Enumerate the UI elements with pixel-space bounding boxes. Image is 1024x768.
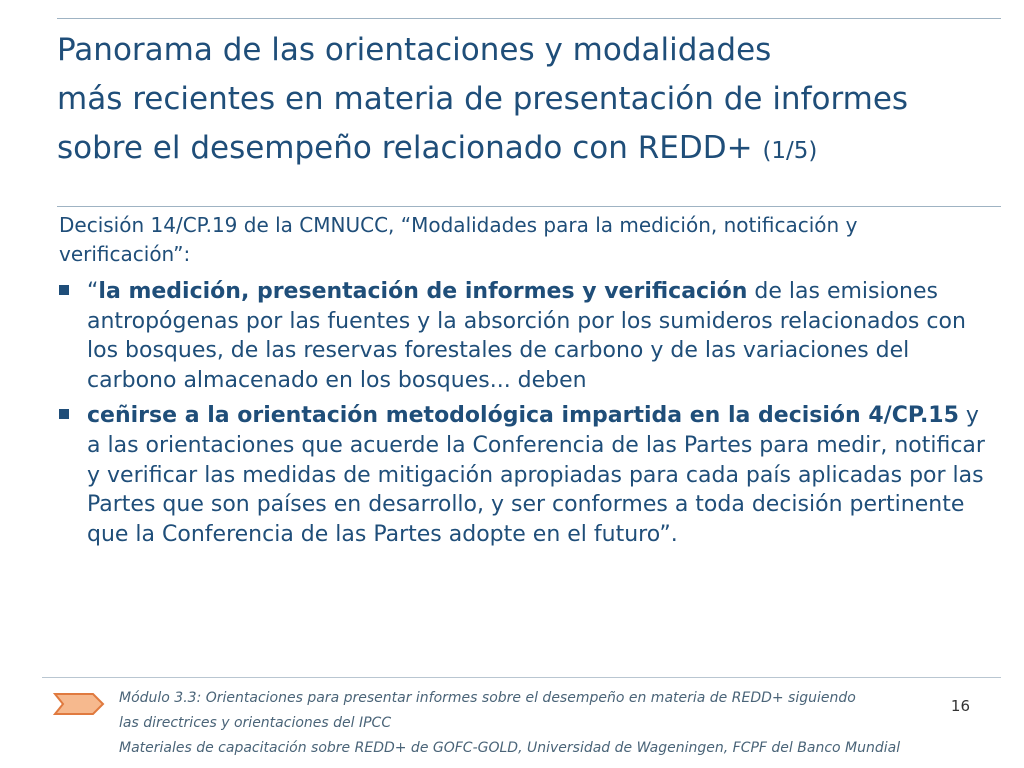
title-line-1: Panorama de las orientaciones y modalidades: [57, 32, 772, 68]
footer-caption: [119, 686, 949, 761]
title-line-3-text: sobre el desempeño relacionado con REDD+: [57, 130, 753, 166]
chevron-arrow-icon: [53, 692, 105, 716]
page-number: 16: [950, 697, 970, 715]
title-counter: (1/5): [762, 138, 818, 164]
footer-line-3: Materiales de capacitación sobre REDD+ de GOFC-GOLD, Universidad de Wageningen, FCPF del Banco Mundial: [119, 740, 901, 756]
top-divider: [57, 18, 1001, 19]
slide-title: [57, 26, 997, 176]
bullet-2-bold: ceñirse a la orientación metodológica impartida en la decisión 4/CP.15: [87, 403, 959, 429]
slide-body: [59, 211, 989, 555]
title-divider: [57, 206, 1001, 207]
bullet-1-bold: la medición, presentación de informes y verificación: [98, 279, 748, 304]
title-line-3: [57, 124, 997, 176]
bullet-item-2: [59, 401, 989, 549]
bullet-1-prefix: “: [87, 279, 99, 304]
square-bullet-icon: [59, 409, 69, 419]
intro-text: Decisión 14/CP.19 de la CMNUCC, “Modalidades para la medición, notificación y verificación”:: [59, 213, 858, 266]
bullet-1-text: de las emisiones antropógenas por las fuentes y la absorción por los sumideros relacionados con los bosques, de las reservas forestales de carbono y de las variaciones del carbono almacenado en los bosques... deben: [87, 279, 966, 393]
bullet-2-text: y a las orientaciones que acuerde la Conferencia de las Partes para medir, notificar y verificar las medidas de mitigación apropiadas para cada país aplicadas por las Partes que son países en desarrollo, y ser conformes a toda decisión pertinente que la Conferencia de las Partes adopte en el futuro”.: [87, 403, 985, 547]
footer-divider: [42, 677, 1001, 678]
square-bullet-icon: [59, 285, 69, 295]
footer-line-1: Módulo 3.3: Orientaciones para presentar informes sobre el desempeño en materia de REDD+ siguiendo: [119, 690, 856, 706]
bullet-item-1: [59, 277, 989, 395]
footer-line-2: las directrices y orientaciones del IPCC: [119, 715, 392, 731]
title-line-2: más recientes en materia de presentación de informes: [57, 81, 909, 117]
